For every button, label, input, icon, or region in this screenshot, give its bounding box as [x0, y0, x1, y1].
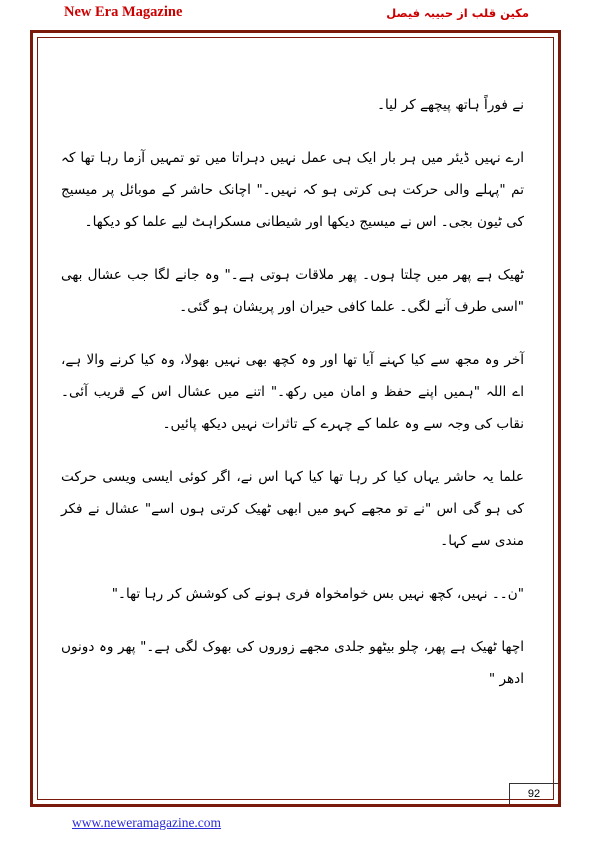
- website-link[interactable]: www.neweramagazine.com: [72, 815, 222, 830]
- paragraph: آخر وہ مجھ سے کیا کہنے آیا تھا اور وہ کچھ بھی نہیں بھولا، وہ کیا کرنے والا ہے، اے اللہ "ہمیں اپنے حفظ و امان میں رکھ۔" اتنے میں عشال اس کے قریب آئی۔ نقاب کی وجہ سے وہ علما کے چہرے کے تاثرات نہیں دیکھ پائیں۔: [61, 352, 524, 432]
- paragraph: علما یہ حاشر یہاں کیا کر رہا تھا کیا کہا اس نے، اگر کوئی ایسی ویسی حرکت کی ہو گی اس "نے تو مجھے کہو میں ابھی ٹھیک کرتی ہوں اسے" عشال نے فکر مندی سے کہا۔: [61, 469, 524, 549]
- story-title: مکین قلب از حبیبہ فیصل: [386, 6, 529, 20]
- paragraph: ارے نہیں ڈیئر میں ہر بار ایک ہی عمل نہیں دہراتا میں تو تمہیں آزما رہا تھا کہ تم "پہلے والی حرکت ہی کرتی ہو کہ نہیں۔" اچانک حاشر کے موبائل پر میسیج کی ٹیون بجی۔ اس نے میسیج دیکھا اور شیطانی مسکراہٹ لیے علما کو دیکھا۔: [61, 150, 524, 230]
- paragraph: "ن۔۔ نہیں، کچھ نہیں بس خوامخواہ فری ہونے کی کوشش کر رہا تھا۔": [111, 586, 524, 602]
- paragraph: اچھا ٹھیک ہے پھر، چلو بیٹھو جلدی مجھے زوروں کی بھوک لگی ہے۔" پھر وہ دونوں ادھر ": [61, 639, 524, 687]
- magazine-name: New Era Magazine: [64, 4, 183, 20]
- paragraph: نے فوراً ہاتھ پیچھے کر لیا۔: [377, 97, 524, 113]
- page-number: 92: [509, 783, 558, 804]
- story-text: [61, 89, 524, 716]
- paragraph: ٹھیک ہے پھر میں چلتا ہوں۔ پھر ملاقات ہوتی ہے۔" وہ جانے لگا جب عشال بھی "اسی طرف آنے لگی۔ علما کافی حیران اور پریشان ہو گئی۔: [61, 267, 524, 315]
- page-frame: [30, 30, 561, 807]
